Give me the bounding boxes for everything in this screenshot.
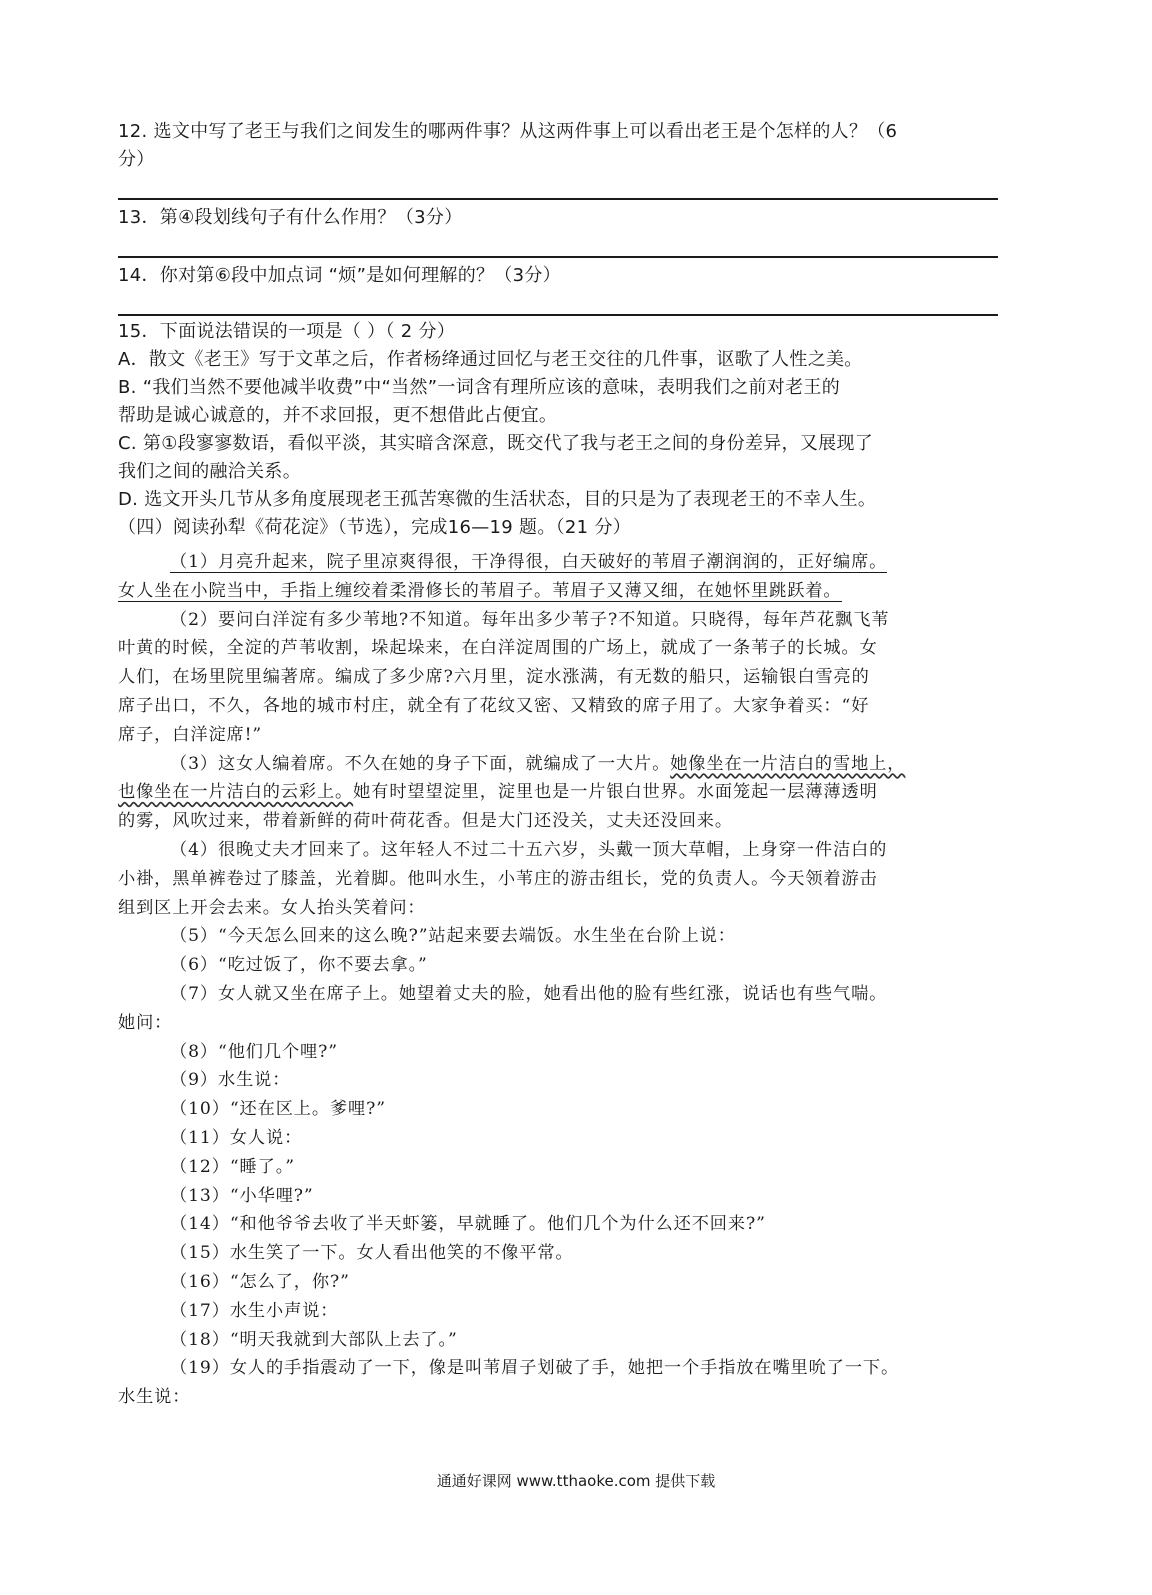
- passage-line: 水生说：: [118, 1387, 191, 1408]
- underlined-sentence: （1）月亮升起来，院子里凉爽得很，干净得很，白天破好的苇眉子潮润润的，正好编席。: [170, 552, 888, 572]
- passage-text: 她有时望望淀里，淀里也是一片银白世界。水面笼起一层薄薄透明: [353, 782, 878, 803]
- passage-line: （18）“明天我就到大部队上去了。”: [170, 1329, 458, 1350]
- option-b: B. “我们当然不要他减半收费”中“当然”一词含有理所应该的意味，表明我们之前对老王的: [118, 377, 840, 398]
- question-15: [118, 318, 1008, 542]
- passage-line: 席子出口，不久，各地的城市村庄，就全有了花纹又密、又精致的席子用了。大家争着买：“好: [118, 695, 870, 716]
- passage-line: （2）要问白洋淀有多少苇地?不知道。每年出多少苇子?不知道。只晓得，每年芦花飘飞苇: [170, 609, 890, 630]
- question-12-line-1: 12. 选文中写了老王与我们之间发生的哪两件事？从这两件事上可以看出老王是个怎样的人？（6: [118, 121, 898, 142]
- question-12: [118, 118, 998, 174]
- passage-text: （3）这女人编着席。不久在她的身子下面，就编成了一大片。: [170, 753, 671, 774]
- passage-line: 人们，在场里院里编著席。编成了多少席?六月里，淀水涨满，有无数的船只，运输银白雪亮的: [118, 667, 870, 688]
- option-a: A．散文《老王》写于文革之后，作者杨绛通过回忆与老王交往的几件事，讴歌了人性之美。: [118, 349, 863, 370]
- passage-line: （8）“他们几个哩?”: [170, 1041, 338, 1062]
- passage-line: 的雾，风吹过来，带着新鲜的荷叶荷花香。但是大门还没关，丈夫还没回来。: [118, 811, 733, 832]
- passage-line: [118, 750, 1018, 779]
- question-15-stem: 15．下面说法错误的一项是（ ）（ 2 分）: [118, 321, 456, 342]
- passage-line: 叶黄的时候，全淀的芦苇收割，垛起垛来，在白洋淀周围的广场上，就成了一条苇子的长城。女: [118, 638, 878, 659]
- passage-line: （15）水生笑了一下。女人看出他笑的不像平常。: [170, 1243, 574, 1264]
- passage-line: （10）“还在区上。爹哩?”: [170, 1099, 386, 1120]
- passage-line: （13）“小华哩?”: [170, 1185, 314, 1206]
- question-14: 14．你对第⑥段中加点词 “烦”是如何理解的？（3分）: [118, 265, 561, 286]
- passage-line: [118, 778, 1018, 807]
- passage-line: （6）“吃过饭了，你不要去拿。”: [170, 955, 428, 976]
- passage-line: （17）水生小声说：: [170, 1300, 339, 1321]
- passage-line: （7）女人就又坐在席子上。她望着丈夫的脸，她看出他的脸有些红涨，说话也有些气喘。: [170, 983, 888, 1004]
- passage-line: 她问：: [118, 1012, 173, 1033]
- answer-line-13: [118, 256, 998, 258]
- passage-line: （19）女人的手指震动了一下，像是叫苇眉子划破了手，她把一个手指放在嘴里吮了一下。: [170, 1358, 900, 1379]
- answer-line-12: [118, 198, 998, 200]
- passage-line: （12）“睡了。”: [170, 1156, 295, 1177]
- reading-passage: [118, 548, 1018, 1412]
- passage-line: （4）很晚丈夫才回来了。这年轻人不过二十五六岁，头戴一顶大草帽，上身穿一件洁白的: [170, 839, 888, 860]
- wavy-underlined-sentence: 她像坐在一片洁白的雪地上，: [670, 753, 906, 774]
- section-heading: （四）阅读孙犁《荷花淀》（节选），完成16—19 题。（21 分）: [118, 517, 632, 538]
- question-12-line-2: 分）: [118, 149, 155, 170]
- passage-line: （16）“怎么了，你?”: [170, 1271, 350, 1292]
- option-c-cont: 我们之间的融洽关系。: [118, 461, 301, 482]
- passage-line: （11）女人说：: [170, 1127, 303, 1148]
- passage-line: （5）“今天怎么回来的这么晚?”站起来要去端饭。水生坐在台阶上说：: [170, 926, 736, 947]
- passage-line: 女人坐在小院当中，手指上缠绞着柔滑修长的苇眉子。苇眉子又薄又细，在她怀里跳跃着。: [118, 580, 842, 601]
- answer-line-14: [118, 314, 998, 316]
- passage-line: （14）“和他爷爷去收了半天虾篓，早就睡了。他们几个为什么还不回来?”: [170, 1214, 766, 1235]
- option-b-cont: 帮助是诚心诚意的，并不求回报，更不想借此占便宜。: [118, 405, 558, 426]
- passage-line: 小褂，黑单裤卷过了膝盖，光着脚。他叫水生，小苇庄的游击组长，党的负责人。今天领着游击: [118, 868, 878, 889]
- passage-line: （9）水生说：: [170, 1070, 291, 1091]
- question-13: 13．第④段划线句子有什么作用？（3分）: [118, 207, 463, 228]
- page-footer: 通通好课网 www.tthaoke.com 提供下载: [436, 1472, 716, 1490]
- option-c: C. 第①段寥寥数语，看似平淡，其实暗含深意，既交代了我与老王之间的身份差异，又展现了: [118, 433, 874, 454]
- passage-line: 组到区上开会去来。女人抬头笑着问：: [118, 897, 426, 918]
- passage-line: 席子，白洋淀席!”: [118, 724, 263, 745]
- option-d: D. 选文开头几节从多角度展现老王孤苦寒微的生活状态，目的只是为了表现老王的不幸人生。: [118, 489, 877, 510]
- wavy-underlined-sentence: 也像坐在一片洁白的云彩上。: [118, 782, 354, 803]
